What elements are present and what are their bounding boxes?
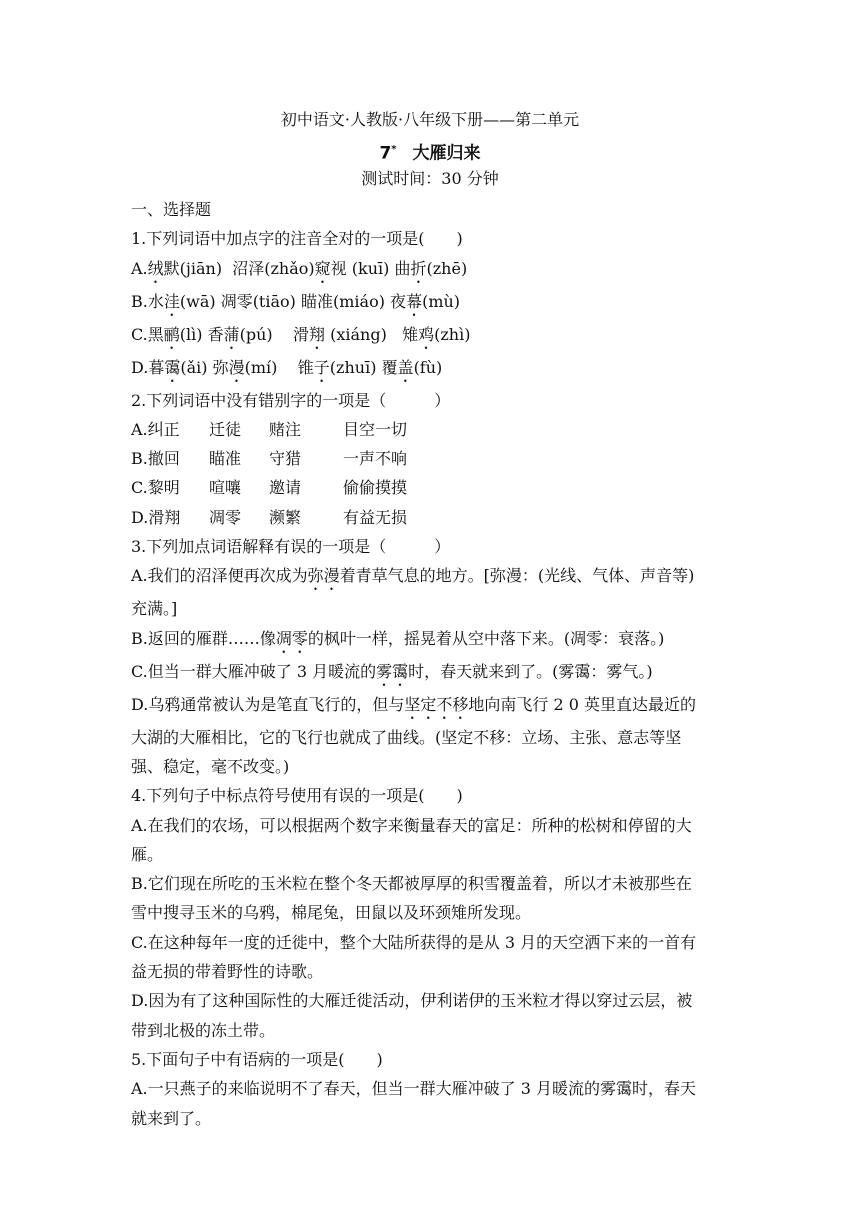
page-title: 初中语文·人教版·八年级下册——第二单元 xyxy=(280,110,580,129)
question-3-option-d-cont2: 强、稳定，毫不改变。) xyxy=(131,756,290,776)
question-5-option-a-cont: 就来到了。 xyxy=(131,1108,212,1128)
lesson-number: 7 xyxy=(379,143,392,164)
question-3-option-a: A.我们的沼泽便再次成为弥漫着青草气息的地方。[弥漫：(光线、气体、声音等) xyxy=(131,566,695,586)
question-5-stem: 5.下面句子中有语病的一项是( ) xyxy=(131,1049,383,1069)
question-1-option-d: D.暮霭(ǎi) 弥漫(mí) 锥子(zhuī) 覆盖(fù) xyxy=(131,357,443,377)
question-1-stem: 1.下列词语中加点字的注音全对的一项是( ) xyxy=(131,229,463,249)
lesson-title: 大雁归来 xyxy=(412,143,481,164)
question-4-option-d: D.因为有了这种国际性的大雁迁徙活动，伊利诺伊的玉米粒才得以穿过云层，被 xyxy=(131,991,693,1011)
question-1-option-a: A.绒默(jiān) 沼泽(zhǎo)窥视 (kuī) 曲折(zhē) xyxy=(131,258,468,278)
question-4-option-c: C.在这种每年一度的迁徙中，整个大陆所获得的是从 3 月的天空洒下来的一首有 xyxy=(131,932,697,952)
question-4-option-a: A.在我们的农场，可以根据两个数字来衡量春天的富足：所种的松树和停留的大 xyxy=(131,815,692,835)
question-5-option-a: A.一只燕子的来临说明不了春天，但当一群大雁冲破了 3 月暖流的雾霭时，春天 xyxy=(131,1079,696,1099)
question-2-stem: 2.下列词语中没有错别字的一项是（ ） xyxy=(131,390,451,410)
question-2-option-c: C.黎明 喧嚷 邀请 偷偷摸摸 xyxy=(131,478,408,498)
question-4-option-d-cont: 带到北极的冻土带。 xyxy=(131,1020,276,1040)
question-2-option-a: A.纠正 迁徒 赌注 目空一切 xyxy=(131,419,408,439)
section-heading: 一、选择题 xyxy=(131,200,212,219)
question-3-option-d: D.乌鸦通常被认为是笔直飞行的，但与坚定不移地向南飞行 2 0 英里直达最近的 xyxy=(131,694,696,714)
question-4-option-b: B.它们现在所吃的玉米粒在整个冬天都被厚厚的积雪覆盖着，所以才未被那些在 xyxy=(131,874,692,894)
question-2-option-d: D.滑翔 凋零 濒繁 有益无损 xyxy=(131,507,408,527)
question-4-option-a-cont: 雁。 xyxy=(131,844,164,864)
question-3-option-a-cont: 充满。] xyxy=(131,599,178,619)
question-4-stem: 4.下列句子中标点符号使用有误的一项是( ) xyxy=(131,786,463,806)
question-4-option-c-cont: 益无损的带着野性的诗歌。 xyxy=(131,962,324,982)
question-2-option-b: B.撤回 瞄准 守猎 一声不响 xyxy=(131,449,408,469)
lesson-heading xyxy=(0,138,860,166)
question-3-option-d-cont1: 大湖的大雁相比，它的飞行也就成了曲线。(坚定不移：立场、主张、意志等坚 xyxy=(131,727,682,747)
question-3-option-b: B.返回的雁群……像凋零的枫叶一样，摇晃着从空中落下来。(凋零：衰落。) xyxy=(131,628,665,648)
question-1-option-b: B.水洼(wā) 凋零(tiāo) 瞄准(miáo) 夜幕(mù) xyxy=(131,291,461,311)
lesson-mark: * xyxy=(391,144,397,155)
question-3-option-c: C.但当一群大雁冲破了 3 月暖流的雾霭时，春天就来到了。(雾霭：雾气。) xyxy=(131,661,653,681)
question-4-option-b-cont: 雪中搜寻玉米的乌鸦，棉尾兔，田鼠以及环颈雉所发现。 xyxy=(131,903,532,923)
question-3-stem: 3.下列加点词语解释有误的一项是（ ） xyxy=(131,537,451,557)
question-body xyxy=(131,195,736,1133)
test-time: 测试时间：30 分钟 xyxy=(361,169,499,188)
question-1-option-c: C.黑鹂(lì) 香蒲(pú) 滑翔 (xiáng) 雉鸡(zhì) xyxy=(131,324,471,344)
